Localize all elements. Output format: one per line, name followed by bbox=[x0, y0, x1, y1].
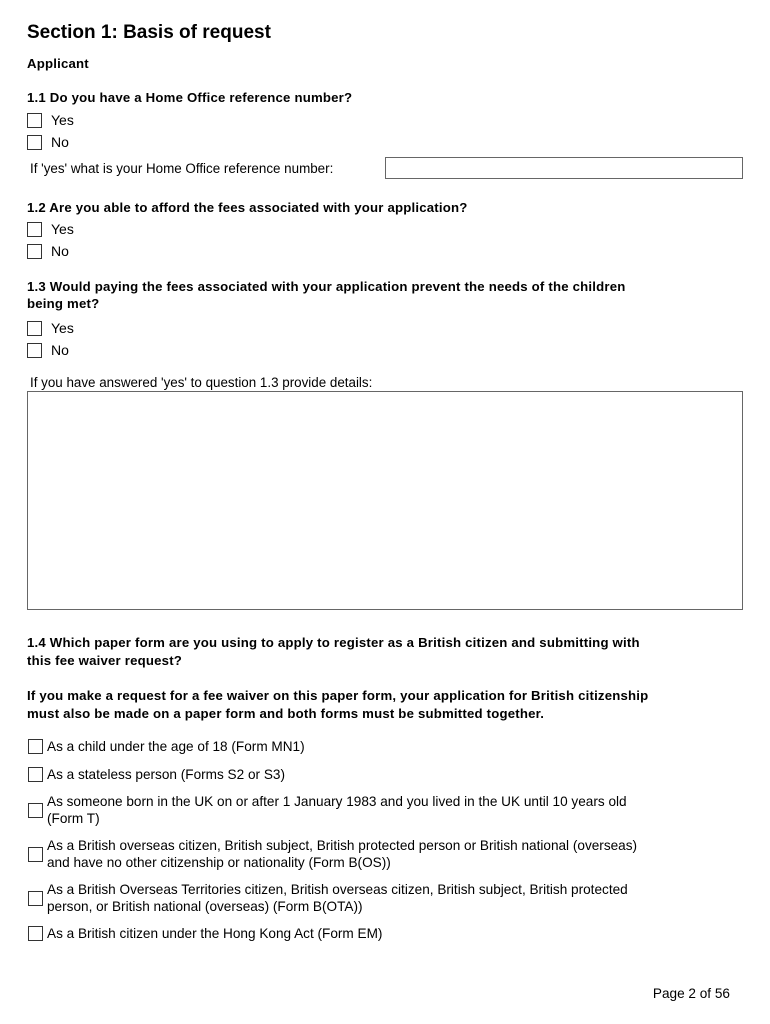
option-bota-label-2: person, or British national (overseas) (Form B(OTA)) bbox=[47, 899, 363, 914]
option-form-t-label-2: (Form T) bbox=[47, 811, 100, 826]
q1-1-no-checkbox[interactable] bbox=[27, 135, 42, 150]
q1-3-no-label: No bbox=[51, 342, 69, 358]
option-bos-label-2: and have no other citizenship or nationality (Form B(OS)) bbox=[47, 855, 391, 870]
ref-number-input[interactable] bbox=[385, 157, 743, 179]
note-line1: If you make a request for a fee waiver on this paper form, your application for British citizenship bbox=[27, 688, 649, 703]
q1-2-yes-checkbox[interactable] bbox=[27, 222, 42, 237]
q1-2-yes-label: Yes bbox=[51, 221, 74, 237]
option-bos-label-1: As a British overseas citizen, British subject, British protected person or British national (overseas) bbox=[47, 838, 638, 853]
details-label: If you have answered 'yes' to question 1.3 provide details: bbox=[30, 375, 373, 390]
option-form-t-label-1: As someone born in the UK on or after 1 January 1983 and you lived in the UK until 10 years old bbox=[47, 794, 627, 809]
q1-1-yes-label: Yes bbox=[51, 112, 74, 128]
note-line2: must also be made on a paper form and both forms must be submitted together. bbox=[27, 706, 545, 721]
option-s2-s3-label: As a stateless person (Forms S2 or S3) bbox=[47, 767, 285, 782]
q1-1-yes-checkbox[interactable] bbox=[27, 113, 42, 128]
question-1-1: 1.1 Do you have a Home Office reference number? bbox=[27, 90, 353, 105]
q1-3-no-checkbox[interactable] bbox=[27, 343, 42, 358]
option-form-t-checkbox[interactable] bbox=[28, 803, 43, 818]
q1-1-no-label: No bbox=[51, 134, 69, 150]
details-textarea[interactable] bbox=[27, 391, 743, 610]
q1-2-no-checkbox[interactable] bbox=[27, 244, 42, 259]
option-s2-s3-checkbox[interactable] bbox=[28, 767, 43, 782]
applicant-heading: Applicant bbox=[27, 56, 89, 71]
section-title: Section 1: Basis of request bbox=[27, 22, 271, 43]
option-bos-checkbox[interactable] bbox=[28, 847, 43, 862]
option-em-checkbox[interactable] bbox=[28, 926, 43, 941]
question-1-4-line1: 1.4 Which paper form are you using to apply to register as a British citizen and submitting with bbox=[27, 635, 640, 650]
option-bota-checkbox[interactable] bbox=[28, 891, 43, 906]
option-mn1-checkbox[interactable] bbox=[28, 739, 43, 754]
option-mn1-label: As a child under the age of 18 (Form MN1) bbox=[47, 739, 305, 754]
ref-number-label: If 'yes' what is your Home Office reference number: bbox=[30, 161, 334, 176]
option-bota-label-1: As a British Overseas Territories citizen, British overseas citizen, British subject, British protected bbox=[47, 882, 628, 897]
q1-2-no-label: No bbox=[51, 243, 69, 259]
page-number: Page 2 of 56 bbox=[652, 986, 730, 1001]
question-1-4-line2: this fee waiver request? bbox=[27, 653, 183, 668]
q1-3-yes-label: Yes bbox=[51, 320, 74, 336]
question-1-2: 1.2 Are you able to afford the fees associated with your application? bbox=[27, 200, 468, 215]
question-1-3-line2: being met? bbox=[27, 296, 100, 311]
q1-3-yes-checkbox[interactable] bbox=[27, 321, 42, 336]
option-em-label: As a British citizen under the Hong Kong Act (Form EM) bbox=[47, 926, 383, 941]
question-1-3-line1: 1.3 Would paying the fees associated with your application prevent the needs of the children bbox=[27, 279, 626, 294]
